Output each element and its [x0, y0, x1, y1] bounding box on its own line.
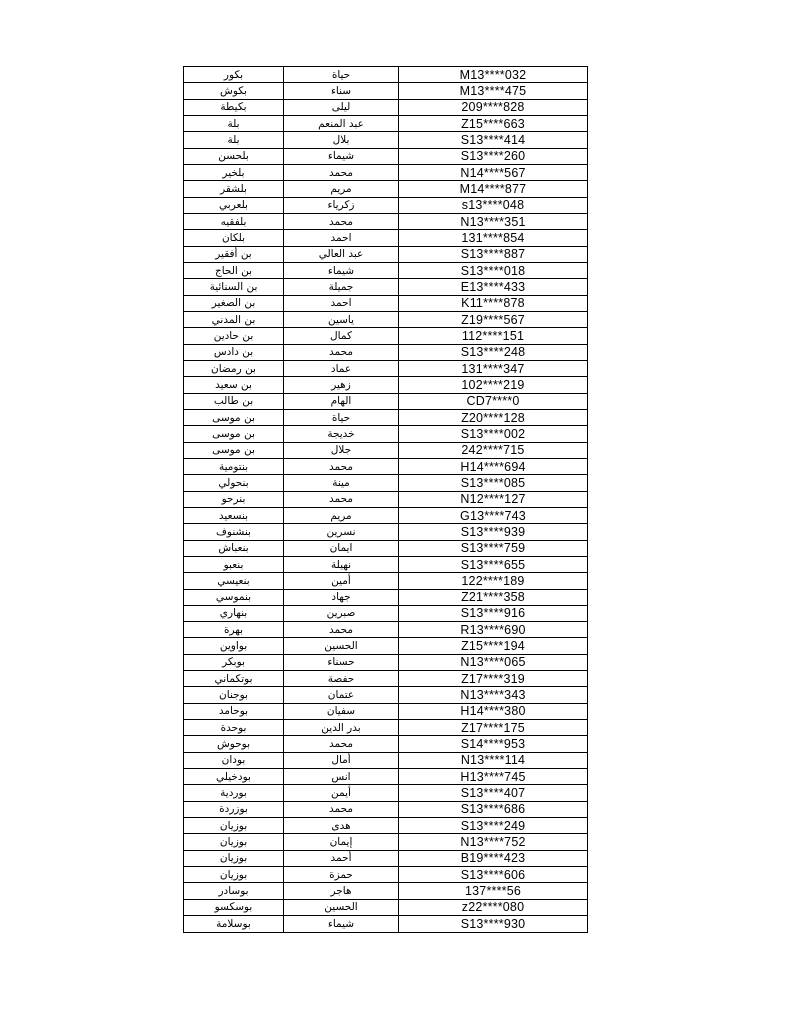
family-name-cell: بن موسى — [184, 409, 284, 425]
family-name-cell: بن حادين — [184, 328, 284, 344]
family-name-cell: بلكان — [184, 230, 284, 246]
family-name-cell: بوسلامة — [184, 916, 284, 933]
masked-id-cell: S14****953 — [399, 736, 588, 752]
table-row — [184, 295, 588, 311]
given-name-cell: محمد — [284, 736, 399, 752]
table-row — [184, 899, 588, 915]
table-row — [184, 540, 588, 556]
family-name-cell: بوتكماني — [184, 671, 284, 687]
masked-id-cell: S13****655 — [399, 556, 588, 572]
masked-id-cell: M13****475 — [399, 83, 588, 99]
given-name-cell: ياسين — [284, 311, 399, 327]
family-name-cell: بكوش — [184, 83, 284, 99]
given-name-cell: زكرياء — [284, 197, 399, 213]
masked-id-cell: S13****414 — [399, 132, 588, 148]
family-name-cell: بوبكر — [184, 654, 284, 670]
given-name-cell: حياة — [284, 409, 399, 425]
masked-id-cell: 131****347 — [399, 360, 588, 376]
family-name-cell: بلفقيه — [184, 213, 284, 229]
masked-id-cell: S13****759 — [399, 540, 588, 556]
family-name-cell: بلخير — [184, 164, 284, 180]
family-name-cell: بهرة — [184, 622, 284, 638]
masked-id-cell: S13****916 — [399, 605, 588, 621]
names-roster-table — [183, 66, 588, 933]
given-name-cell: جهاد — [284, 589, 399, 605]
roster-table-body — [184, 67, 588, 933]
table-row — [184, 475, 588, 491]
table-row — [184, 850, 588, 866]
table-row — [184, 638, 588, 654]
family-name-cell: بنهاري — [184, 605, 284, 621]
given-name-cell: صبرين — [284, 605, 399, 621]
family-name-cell: بكيطة — [184, 99, 284, 115]
masked-id-cell: S13****248 — [399, 344, 588, 360]
table-row — [184, 524, 588, 540]
table-row — [184, 99, 588, 115]
family-name-cell: بوزيان — [184, 818, 284, 834]
family-name-cell: بنموسي — [184, 589, 284, 605]
table-row — [184, 262, 588, 278]
given-name-cell: ايمان — [284, 540, 399, 556]
masked-id-cell: R13****690 — [399, 622, 588, 638]
given-name-cell: سفيان — [284, 703, 399, 719]
table-row — [184, 654, 588, 670]
masked-id-cell: M14****877 — [399, 181, 588, 197]
family-name-cell: بوحوش — [184, 736, 284, 752]
masked-id-cell: S13****249 — [399, 818, 588, 834]
given-name-cell: شيماء — [284, 148, 399, 164]
table-row — [184, 556, 588, 572]
table-row — [184, 442, 588, 458]
family-name-cell: بنحولي — [184, 475, 284, 491]
masked-id-cell: H14****694 — [399, 458, 588, 474]
given-name-cell: أيمن — [284, 785, 399, 801]
family-name-cell: بكور — [184, 67, 284, 83]
given-name-cell: عبد العالي — [284, 246, 399, 262]
table-row — [184, 246, 588, 262]
table-row — [184, 164, 588, 180]
given-name-cell: حياة — [284, 67, 399, 83]
table-row — [184, 393, 588, 409]
given-name-cell: شيماء — [284, 262, 399, 278]
family-name-cell: بنسعيد — [184, 507, 284, 523]
masked-id-cell: S13****260 — [399, 148, 588, 164]
masked-id-cell: 131****854 — [399, 230, 588, 246]
masked-id-cell: 242****715 — [399, 442, 588, 458]
masked-id-cell: S13****018 — [399, 262, 588, 278]
table-row — [184, 132, 588, 148]
family-name-cell: بن المدني — [184, 311, 284, 327]
masked-id-cell: 112****151 — [399, 328, 588, 344]
masked-id-cell: N13****343 — [399, 687, 588, 703]
given-name-cell: محمد — [284, 458, 399, 474]
family-name-cell: بلشقر — [184, 181, 284, 197]
table-row — [184, 311, 588, 327]
family-name-cell: بوزردة — [184, 801, 284, 817]
given-name-cell: جلال — [284, 442, 399, 458]
table-row — [184, 687, 588, 703]
given-name-cell: نهيلة — [284, 556, 399, 572]
masked-id-cell: K11****878 — [399, 295, 588, 311]
table-row — [184, 148, 588, 164]
family-name-cell: بلة — [184, 115, 284, 131]
table-row — [184, 67, 588, 83]
table-row — [184, 736, 588, 752]
table-row — [184, 328, 588, 344]
given-name-cell: عماد — [284, 360, 399, 376]
masked-id-cell: S13****887 — [399, 246, 588, 262]
given-name-cell: هاجر — [284, 883, 399, 899]
table-row — [184, 785, 588, 801]
table-row — [184, 181, 588, 197]
given-name-cell: شيماء — [284, 916, 399, 933]
masked-id-cell: G13****743 — [399, 507, 588, 523]
masked-id-cell: Z19****567 — [399, 311, 588, 327]
given-name-cell: محمد — [284, 622, 399, 638]
masked-id-cell: Z20****128 — [399, 409, 588, 425]
given-name-cell: مينة — [284, 475, 399, 491]
table-row — [184, 360, 588, 376]
table-row — [184, 720, 588, 736]
family-name-cell: بلعربي — [184, 197, 284, 213]
family-name-cell: بوردية — [184, 785, 284, 801]
given-name-cell: احمد — [284, 295, 399, 311]
family-name-cell: بلحسن — [184, 148, 284, 164]
table-row — [184, 834, 588, 850]
given-name-cell: محمد — [284, 164, 399, 180]
masked-id-cell: M13****032 — [399, 67, 588, 83]
masked-id-cell: S13****606 — [399, 867, 588, 883]
given-name-cell: احمد — [284, 230, 399, 246]
table-row — [184, 197, 588, 213]
given-name-cell: كمال — [284, 328, 399, 344]
table-row — [184, 622, 588, 638]
family-name-cell: بوزيان — [184, 867, 284, 883]
table-row — [184, 752, 588, 768]
masked-id-cell: N12****127 — [399, 491, 588, 507]
masked-id-cell: Z17****319 — [399, 671, 588, 687]
masked-id-cell: Z15****663 — [399, 115, 588, 131]
family-name-cell: بن السنائية — [184, 279, 284, 295]
family-name-cell: بن دادس — [184, 344, 284, 360]
table-row — [184, 671, 588, 687]
family-name-cell: بنعيسي — [184, 573, 284, 589]
masked-id-cell: z22****080 — [399, 899, 588, 915]
masked-id-cell: 122****189 — [399, 573, 588, 589]
table-row — [184, 801, 588, 817]
family-name-cell: بن رمضان — [184, 360, 284, 376]
given-name-cell: محمد — [284, 491, 399, 507]
given-name-cell: الحسين — [284, 899, 399, 915]
masked-id-cell: 137****56 — [399, 883, 588, 899]
table-row — [184, 916, 588, 933]
family-name-cell: بنرحو — [184, 491, 284, 507]
table-row — [184, 344, 588, 360]
table-row — [184, 491, 588, 507]
family-name-cell: بن موسى — [184, 426, 284, 442]
given-name-cell: خديجة — [284, 426, 399, 442]
family-name-cell: بن طالب — [184, 393, 284, 409]
masked-id-cell: N13****351 — [399, 213, 588, 229]
family-name-cell: بن أفقير — [184, 246, 284, 262]
table-row — [184, 589, 588, 605]
masked-id-cell: S13****686 — [399, 801, 588, 817]
given-name-cell: حمزة — [284, 867, 399, 883]
given-name-cell: انس — [284, 769, 399, 785]
given-name-cell: حسناء — [284, 654, 399, 670]
family-name-cell: بوحدة — [184, 720, 284, 736]
family-name-cell: بلة — [184, 132, 284, 148]
given-name-cell: ليلى — [284, 99, 399, 115]
masked-id-cell: S13****002 — [399, 426, 588, 442]
masked-id-cell: S13****930 — [399, 916, 588, 933]
given-name-cell: زهير — [284, 377, 399, 393]
given-name-cell: عبد المنعم — [284, 115, 399, 131]
family-name-cell: بن سعيد — [184, 377, 284, 393]
masked-id-cell: S13****939 — [399, 524, 588, 540]
table-row — [184, 213, 588, 229]
family-name-cell: بنشنوف — [184, 524, 284, 540]
family-name-cell: بنعبو — [184, 556, 284, 572]
family-name-cell: بواوين — [184, 638, 284, 654]
given-name-cell: بدر الدين — [284, 720, 399, 736]
given-name-cell: جميلة — [284, 279, 399, 295]
masked-id-cell: 209****828 — [399, 99, 588, 115]
table-row — [184, 115, 588, 131]
table-row — [184, 507, 588, 523]
given-name-cell: أحمد — [284, 850, 399, 866]
family-name-cell: بن موسى — [184, 442, 284, 458]
table-row — [184, 573, 588, 589]
family-name-cell: بوجنان — [184, 687, 284, 703]
given-name-cell: أمين — [284, 573, 399, 589]
table-row — [184, 83, 588, 99]
family-name-cell: بودخيلي — [184, 769, 284, 785]
table-row — [184, 458, 588, 474]
masked-id-cell: Z15****194 — [399, 638, 588, 654]
table-row — [184, 883, 588, 899]
table-row — [184, 230, 588, 246]
given-name-cell: مريم — [284, 181, 399, 197]
masked-id-cell: Z21****358 — [399, 589, 588, 605]
given-name-cell: محمد — [284, 344, 399, 360]
family-name-cell: بوسكسو — [184, 899, 284, 915]
table-row — [184, 703, 588, 719]
masked-id-cell: E13****433 — [399, 279, 588, 295]
masked-id-cell: Z17****175 — [399, 720, 588, 736]
given-name-cell: بلال — [284, 132, 399, 148]
family-name-cell: بوزيان — [184, 850, 284, 866]
masked-id-cell: S13****407 — [399, 785, 588, 801]
family-name-cell: بن الصغير — [184, 295, 284, 311]
family-name-cell: بوزيان — [184, 834, 284, 850]
given-name-cell: الهام — [284, 393, 399, 409]
table-row — [184, 818, 588, 834]
family-name-cell: بوحامد — [184, 703, 284, 719]
table-row — [184, 279, 588, 295]
table-row — [184, 426, 588, 442]
masked-id-cell: N13****114 — [399, 752, 588, 768]
given-name-cell: أمال — [284, 752, 399, 768]
given-name-cell: هدى — [284, 818, 399, 834]
family-name-cell: بوسادر — [184, 883, 284, 899]
masked-id-cell: s13****048 — [399, 197, 588, 213]
given-name-cell: إيمان — [284, 834, 399, 850]
given-name-cell: سناء — [284, 83, 399, 99]
given-name-cell: مريم — [284, 507, 399, 523]
family-name-cell: بنعباش — [184, 540, 284, 556]
table-row — [184, 769, 588, 785]
family-name-cell: بنتومية — [184, 458, 284, 474]
table-row — [184, 605, 588, 621]
masked-id-cell: N13****752 — [399, 834, 588, 850]
given-name-cell: عتمان — [284, 687, 399, 703]
given-name-cell: محمد — [284, 213, 399, 229]
masked-id-cell: CD7****0 — [399, 393, 588, 409]
masked-id-cell: B19****423 — [399, 850, 588, 866]
table-row — [184, 377, 588, 393]
given-name-cell: الحسين — [284, 638, 399, 654]
masked-id-cell: H14****380 — [399, 703, 588, 719]
family-name-cell: بودان — [184, 752, 284, 768]
masked-id-cell: 102****219 — [399, 377, 588, 393]
masked-id-cell: N13****065 — [399, 654, 588, 670]
table-row — [184, 867, 588, 883]
masked-id-cell: N14****567 — [399, 164, 588, 180]
masked-id-cell: H13****745 — [399, 769, 588, 785]
given-name-cell: نسرين — [284, 524, 399, 540]
family-name-cell: بن الحاج — [184, 262, 284, 278]
given-name-cell: محمد — [284, 801, 399, 817]
table-row — [184, 409, 588, 425]
masked-id-cell: S13****085 — [399, 475, 588, 491]
given-name-cell: حفصة — [284, 671, 399, 687]
